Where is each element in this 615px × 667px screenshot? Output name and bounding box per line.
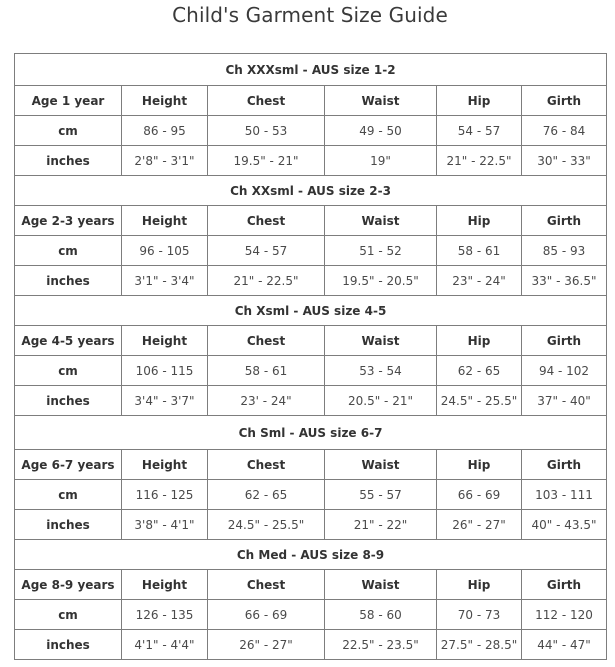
section-title: Ch Sml - AUS size 6-7 <box>15 416 607 450</box>
header-height: Height <box>122 86 208 116</box>
section-title-row <box>15 296 607 326</box>
cm-hip: 58 - 61 <box>437 236 522 266</box>
inches-hip: 21" - 22.5" <box>437 146 522 176</box>
header-hip: Hip <box>437 450 522 480</box>
header-row <box>15 326 607 356</box>
inches-waist: 19.5" - 20.5" <box>325 266 437 296</box>
header-girth: Girth <box>522 86 607 116</box>
header-height: Height <box>122 570 208 600</box>
header-girth: Girth <box>522 570 607 600</box>
inches-height: 2'8" - 3'1" <box>122 146 208 176</box>
cm-hip: 54 - 57 <box>437 116 522 146</box>
header-chest: Chest <box>208 570 325 600</box>
unit-cm-label: cm <box>15 356 122 386</box>
cm-waist: 55 - 57 <box>325 480 437 510</box>
cm-row <box>15 236 607 266</box>
cm-height: 126 - 135 <box>122 600 208 630</box>
inches-chest: 19.5" - 21" <box>208 146 325 176</box>
inches-row <box>15 510 607 540</box>
inches-row <box>15 266 607 296</box>
cm-waist: 49 - 50 <box>325 116 437 146</box>
header-row <box>15 450 607 480</box>
inches-hip: 26" - 27" <box>437 510 522 540</box>
age-label: Age 6-7 years <box>15 450 122 480</box>
inches-girth: 44" - 47" <box>522 630 607 660</box>
section-title-row <box>15 176 607 206</box>
header-hip: Hip <box>437 326 522 356</box>
age-label: Age 1 year <box>15 86 122 116</box>
inches-waist: 19" <box>325 146 437 176</box>
section-title: Ch XXsml - AUS size 2-3 <box>15 176 607 206</box>
header-waist: Waist <box>325 206 437 236</box>
inches-chest: 23' - 24" <box>208 386 325 416</box>
cm-hip: 62 - 65 <box>437 356 522 386</box>
header-chest: Chest <box>208 326 325 356</box>
inches-hip: 24.5" - 25.5" <box>437 386 522 416</box>
inches-row <box>15 630 607 660</box>
cm-row <box>15 116 607 146</box>
size-guide-table <box>14 53 607 660</box>
inches-girth: 37" - 40" <box>522 386 607 416</box>
cm-girth: 103 - 111 <box>522 480 607 510</box>
cm-row <box>15 480 607 510</box>
header-waist: Waist <box>325 86 437 116</box>
inches-row <box>15 386 607 416</box>
inches-girth: 40" - 43.5" <box>522 510 607 540</box>
unit-inches-label: inches <box>15 266 122 296</box>
age-label: Age 8-9 years <box>15 570 122 600</box>
unit-inches-label: inches <box>15 510 122 540</box>
header-waist: Waist <box>325 450 437 480</box>
cm-girth: 85 - 93 <box>522 236 607 266</box>
cm-waist: 51 - 52 <box>325 236 437 266</box>
unit-inches-label: inches <box>15 630 122 660</box>
inches-chest: 21" - 22.5" <box>208 266 325 296</box>
inches-height: 3'4" - 3'7" <box>122 386 208 416</box>
inches-row <box>15 146 607 176</box>
header-hip: Hip <box>437 570 522 600</box>
cm-height: 116 - 125 <box>122 480 208 510</box>
unit-cm-label: cm <box>15 480 122 510</box>
inches-waist: 20.5" - 21" <box>325 386 437 416</box>
header-chest: Chest <box>208 86 325 116</box>
section-title-row <box>15 540 607 570</box>
header-girth: Girth <box>522 326 607 356</box>
cm-hip: 70 - 73 <box>437 600 522 630</box>
inches-girth: 30" - 33" <box>522 146 607 176</box>
unit-cm-label: cm <box>15 600 122 630</box>
section-title: Ch Med - AUS size 8-9 <box>15 540 607 570</box>
inches-hip: 27.5" - 28.5" <box>437 630 522 660</box>
cm-chest: 50 - 53 <box>208 116 325 146</box>
section-title: Ch XXXsml - AUS size 1-2 <box>15 54 607 86</box>
unit-inches-label: inches <box>15 386 122 416</box>
cm-chest: 66 - 69 <box>208 600 325 630</box>
header-row <box>15 86 607 116</box>
cm-height: 86 - 95 <box>122 116 208 146</box>
section-title-row <box>15 54 607 86</box>
inches-waist: 21" - 22" <box>325 510 437 540</box>
cm-row <box>15 356 607 386</box>
header-waist: Waist <box>325 326 437 356</box>
cm-girth: 94 - 102 <box>522 356 607 386</box>
header-hip: Hip <box>437 206 522 236</box>
header-height: Height <box>122 206 208 236</box>
cm-waist: 58 - 60 <box>325 600 437 630</box>
cm-girth: 112 - 120 <box>522 600 607 630</box>
inches-hip: 23" - 24" <box>437 266 522 296</box>
inches-height: 3'1" - 3'4" <box>122 266 208 296</box>
age-label: Age 2-3 years <box>15 206 122 236</box>
header-girth: Girth <box>522 450 607 480</box>
unit-cm-label: cm <box>15 236 122 266</box>
inches-chest: 26" - 27" <box>208 630 325 660</box>
cm-row <box>15 600 607 630</box>
page-title: Child's Garment Size Guide <box>172 3 448 27</box>
header-hip: Hip <box>437 86 522 116</box>
unit-inches-label: inches <box>15 146 122 176</box>
section-title: Ch Xsml - AUS size 4-5 <box>15 296 607 326</box>
header-waist: Waist <box>325 570 437 600</box>
inches-girth: 33" - 36.5" <box>522 266 607 296</box>
inches-waist: 22.5" - 23.5" <box>325 630 437 660</box>
inches-height: 3'8" - 4'1" <box>122 510 208 540</box>
header-height: Height <box>122 450 208 480</box>
cm-hip: 66 - 69 <box>437 480 522 510</box>
cm-chest: 62 - 65 <box>208 480 325 510</box>
cm-girth: 76 - 84 <box>522 116 607 146</box>
inches-chest: 24.5" - 25.5" <box>208 510 325 540</box>
header-row <box>15 570 607 600</box>
section-title-row <box>15 416 607 450</box>
header-height: Height <box>122 326 208 356</box>
inches-height: 4'1" - 4'4" <box>122 630 208 660</box>
header-girth: Girth <box>522 206 607 236</box>
cm-waist: 53 - 54 <box>325 356 437 386</box>
cm-chest: 58 - 61 <box>208 356 325 386</box>
header-row <box>15 206 607 236</box>
age-label: Age 4-5 years <box>15 326 122 356</box>
header-chest: Chest <box>208 206 325 236</box>
cm-height: 96 - 105 <box>122 236 208 266</box>
cm-height: 106 - 115 <box>122 356 208 386</box>
header-chest: Chest <box>208 450 325 480</box>
cm-chest: 54 - 57 <box>208 236 325 266</box>
unit-cm-label: cm <box>15 116 122 146</box>
